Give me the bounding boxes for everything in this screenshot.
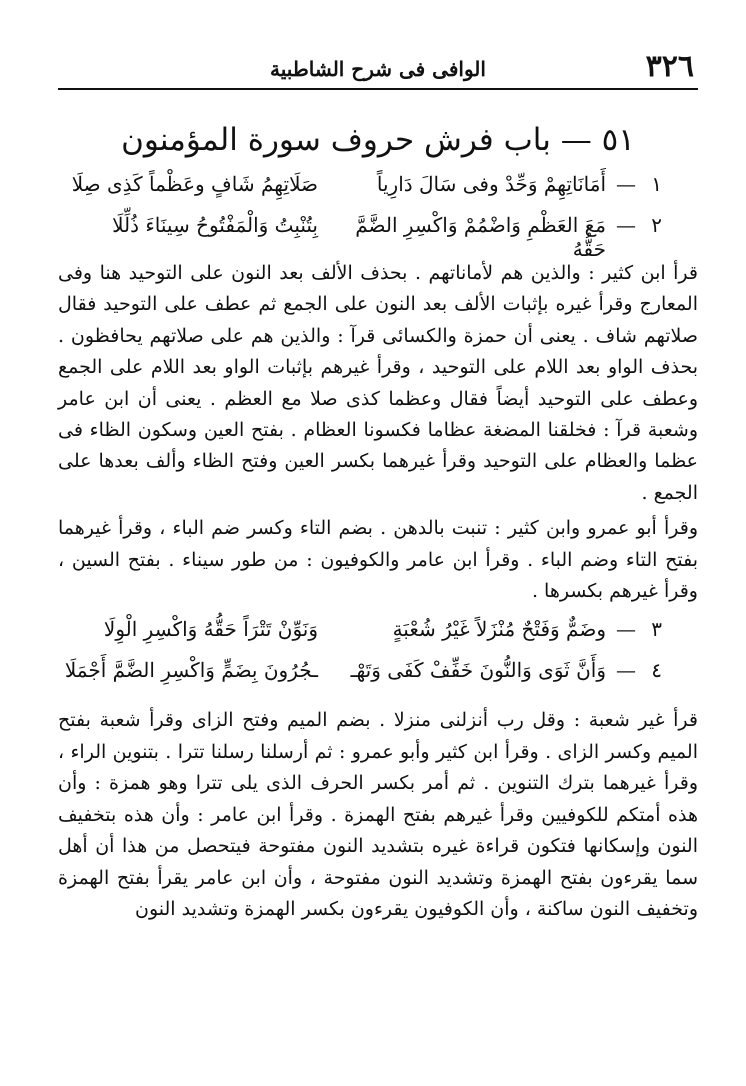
verse-second-hemistich: ـجُرُونَ بِضَمٍّ وَاكْسِرِ الضَّمَّ أَجْمَلَا: [64, 658, 318, 683]
verse-line: [58, 172, 662, 213]
verse-first-hemistich: أَمَانَاتِهِمْ وَحِّدْ وفى سَالَ دَارِياً: [376, 172, 606, 196]
verse-first-hemistich: وَأَنَّ ثَوَى وَالنُّونَ خَفِّفْ كَفَى وَتَهْـ: [350, 658, 606, 683]
verse-dash: —: [616, 213, 636, 237]
book-page: [58, 48, 698, 925]
verse-number: ٢: [651, 213, 662, 237]
verse-number: ٣: [651, 617, 662, 642]
verse-first-hemistich: مَعَ العَظْمِ وَاضْمُمْ وَاكْسِرِ الضَّمَّ حَقُّهُ: [355, 213, 606, 261]
page-number: ٣٢٦: [645, 49, 694, 84]
running-title: الوافى فى شرح الشاطبية: [270, 57, 486, 81]
verse-first-hemistich: وضَمٌّ وَفَتْحٌ مُنْزَلاً غَيْرُ شُعْبَةٍ: [392, 617, 606, 642]
verse-line: [58, 617, 662, 658]
verse-dash: —: [616, 172, 636, 196]
verse-number: ٤: [651, 658, 662, 683]
chapter-title: ٥١ — باب فرش حروف سورة المؤمنون: [121, 122, 635, 158]
verse-line: [58, 213, 662, 261]
verse-second-hemistich: بِتُنْبِتُ وَالْمَفْتُوحُ سِينَاءَ ذُلِّلَا: [112, 213, 318, 237]
verse-block-1: [58, 172, 662, 261]
verse-dash: —: [616, 617, 636, 642]
commentary-paragraph: قرأ ابن كثير : والذين هم لأماناتهم . بحذف الألف بعد النون على التوحيد هنا وفى المعارج وقرأ غيره بإثبات الألف بعد النون على الجمع ثم عطف على التوحيد فقال صلاتهم شاف . يعنى أن حمزة والكسائى قرآ : والذين هم على صلاتهم يحافظون . بحذف الواو بعد اللام على التوحيد ، وقرأ غيرهم بإثبات الواو بعد اللام على الجمع وعطف على التوحيد أيضاً فقال وعظما كذى صلا مع العظم . يعنى أن ابن عامر وشعبة قرآ : فخلقنا المضغة عظاما فكسونا العظام . بفتح العين وسكون الظاء فى عظما والعظام على التوحيد وقرأ غيرهما بكسر العين وفتح الظاء وألف بعدها على الجمع .: [58, 262, 698, 504]
verse-second-hemistich: صَلَاتِهِمُ شَافٍ وعَظْماً كَذِى صِلَا: [71, 172, 318, 196]
verse-line: [58, 658, 662, 699]
verse-dash: —: [616, 658, 636, 683]
commentary-paragraph: قرأ غير شعبة : وقل رب أنزلنى منزلا . بضم الميم وفتح الزاى وقرأ شعبة بفتح الميم وكسر الزاى . وقرأ ابن كثير وأبو عمرو : ثم أرسلنا رسلنا تترا . بتنوين الراء ، وقرأ غيرهما بترك التنوين . ثم أمر بكسر الحرف الذى يلى تترا وهو همزة : وأن هذه أمتكم للكوفيين وقرأ غيرهم بفتح الهمزة . وقرأ ابن عامر : وأن هذه بتخفيف النون وإسكانها فتكون قراءة غيره بتشديد النون مفتوحة فيتحصل من هذا أن أهل سما يقرءون بفتح الهمزة وتشديد النون مفتوحة ، وأن ابن عامر يقرأ بفتح الهمزة وتخفيف النون ساكنة ، وأن الكوفيون يقرءون بكسر الهمزة وتشديد النون: [58, 709, 698, 920]
verse-second-hemistich: وَنَوِّنْ تَتْرَاً حَقُّهُ وَاكْسِرِ الْوِلَا: [103, 617, 318, 642]
verse-number: ١: [651, 172, 662, 196]
verse-block-2: [58, 617, 662, 699]
running-head: [58, 48, 698, 90]
commentary-paragraph: وقرأ أبو عمرو وابن كثير : تنبت بالدهن . بضم التاء وكسر ضم الباء ، وقرأ غيرهما بفتح التاء وضم الباء . وقرأ ابن عامر والكوفيون : من طور سيناء . بفتح السين ، وقرأ غيرهم بكسرها .: [58, 517, 698, 603]
